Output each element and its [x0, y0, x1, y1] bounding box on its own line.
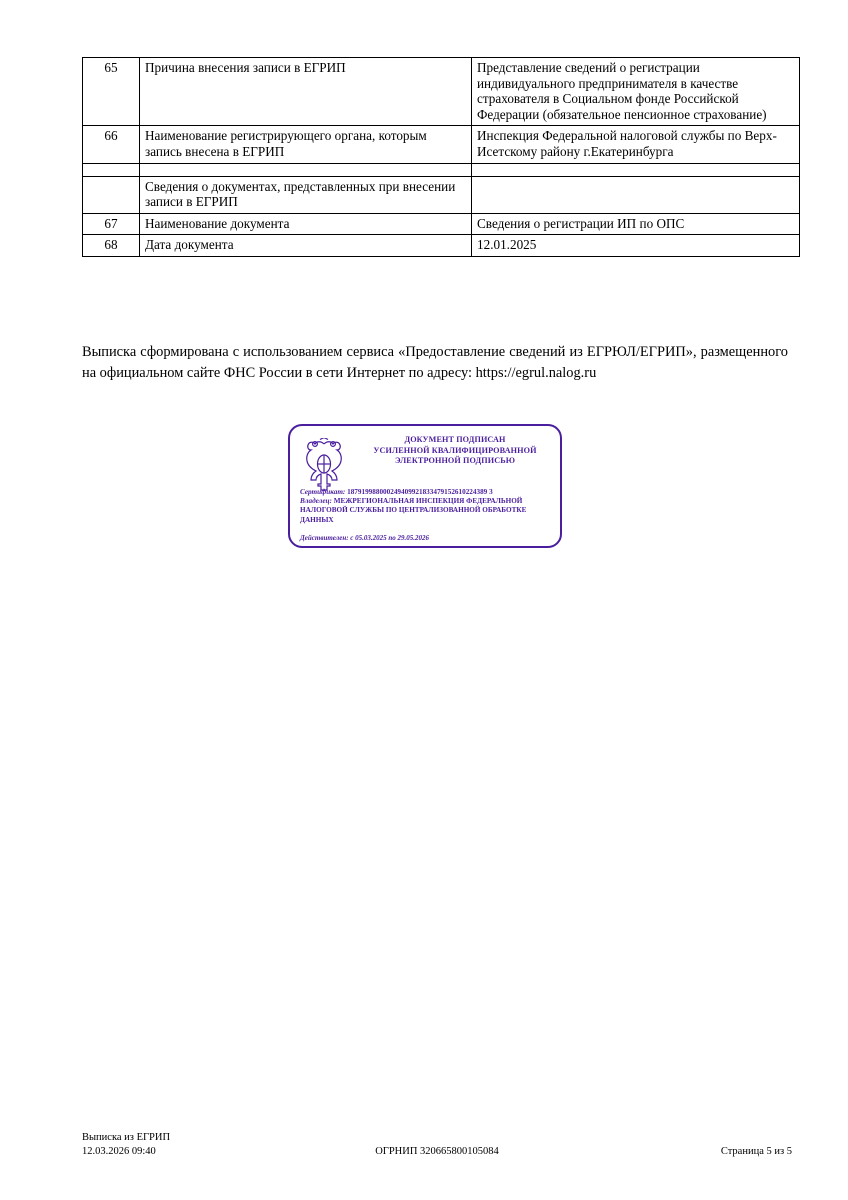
table-row — [83, 176, 800, 213]
table-row — [83, 235, 800, 257]
digital-signature-stamp — [288, 424, 562, 548]
row-number — [83, 163, 140, 176]
stamp-title-line-1: ДОКУМЕНТ ПОДПИСАН — [404, 435, 506, 444]
stamp-owner-line — [300, 497, 554, 525]
row-number: 67 — [83, 213, 140, 235]
stamp-title-line-2: УСИЛЕННОЙ КВАЛИФИЦИРОВАННОЙ — [373, 445, 537, 455]
row-number: 68 — [83, 235, 140, 257]
table-row-spacer — [83, 163, 800, 176]
table-body — [83, 58, 800, 257]
stamp-certificate-label: Сертификат: — [300, 488, 346, 496]
table-row — [83, 126, 800, 163]
row-value — [472, 163, 800, 176]
row-number — [83, 176, 140, 213]
row-label: Наименование документа — [140, 213, 472, 235]
stamp-title-line-3: ЭЛЕКТРОННОЙ ПОДПИСЬЮ — [394, 456, 516, 465]
row-label — [140, 163, 472, 176]
footer-page-number: Страница 5 из 5 — [720, 1146, 792, 1157]
row-value: Представление сведений о регистрации индивидуального предпринимателя в качестве страхователя в Социальном фонде Российской Федерации (обязательное пенсионное страхование) — [472, 58, 800, 126]
stamp-title — [356, 435, 554, 467]
stamp-owner-value: МЕЖРЕГИОНАЛЬНАЯ ИНСПЕКЦИЯ ФЕДЕРАЛЬНОЙ НАЛОГОВОЙ СЛУЖБЫ ПО ЦЕНТРАЛИЗОВАННОЙ ОБРАБОТКЕ ДАННЫХ — [300, 497, 527, 524]
table-row — [83, 213, 800, 235]
row-value: 12.01.2025 — [472, 235, 800, 257]
double-headed-eagle-icon — [300, 438, 348, 494]
stamp-certificate-value: 187919988000249409921833479152610224389 3 — [347, 488, 493, 496]
footer-datetime: 12.03.2026 09:40 — [82, 1146, 156, 1157]
row-label: Причина внесения записи в ЕГРИП — [140, 58, 472, 126]
row-label: Сведения о документах, представленных при внесении записи в ЕГРИП — [140, 176, 472, 213]
stamp-certificate-line — [300, 488, 554, 497]
service-note: Выписка сформирована с использованием сервиса «Предоставление сведений из ЕГРЮЛ/ЕГРИП», размещенного на официальном сайте ФНС России в сети Интернет по адресу: https://egrul.nalog.ru — [82, 344, 788, 381]
row-number: 66 — [83, 126, 140, 163]
stamp-owner-label: Владелец: — [300, 497, 332, 506]
page-footer — [82, 1131, 792, 1171]
row-value: Сведения о регистрации ИП по ОПС — [472, 213, 800, 235]
row-label: Наименование регистрирующего органа, которым запись внесена в ЕГРИП — [140, 126, 472, 163]
row-number: 65 — [83, 58, 140, 126]
row-label: Дата документа — [140, 235, 472, 257]
footer-document-title: Выписка из ЕГРИП — [82, 1132, 171, 1143]
stamp-details — [300, 488, 554, 525]
footer-ogrnip: ОГРНИП 320665800105084 — [375, 1146, 499, 1157]
table-row — [83, 58, 800, 126]
stamp-validity: Действителен: с 05.03.2025 по 29.05.2026 — [300, 534, 430, 542]
egrip-details-table — [82, 57, 800, 257]
row-value — [472, 176, 800, 213]
row-value: Инспекция Федеральной налоговой службы по Верх-Исетскому району г.Екатеринбурга — [472, 126, 800, 163]
